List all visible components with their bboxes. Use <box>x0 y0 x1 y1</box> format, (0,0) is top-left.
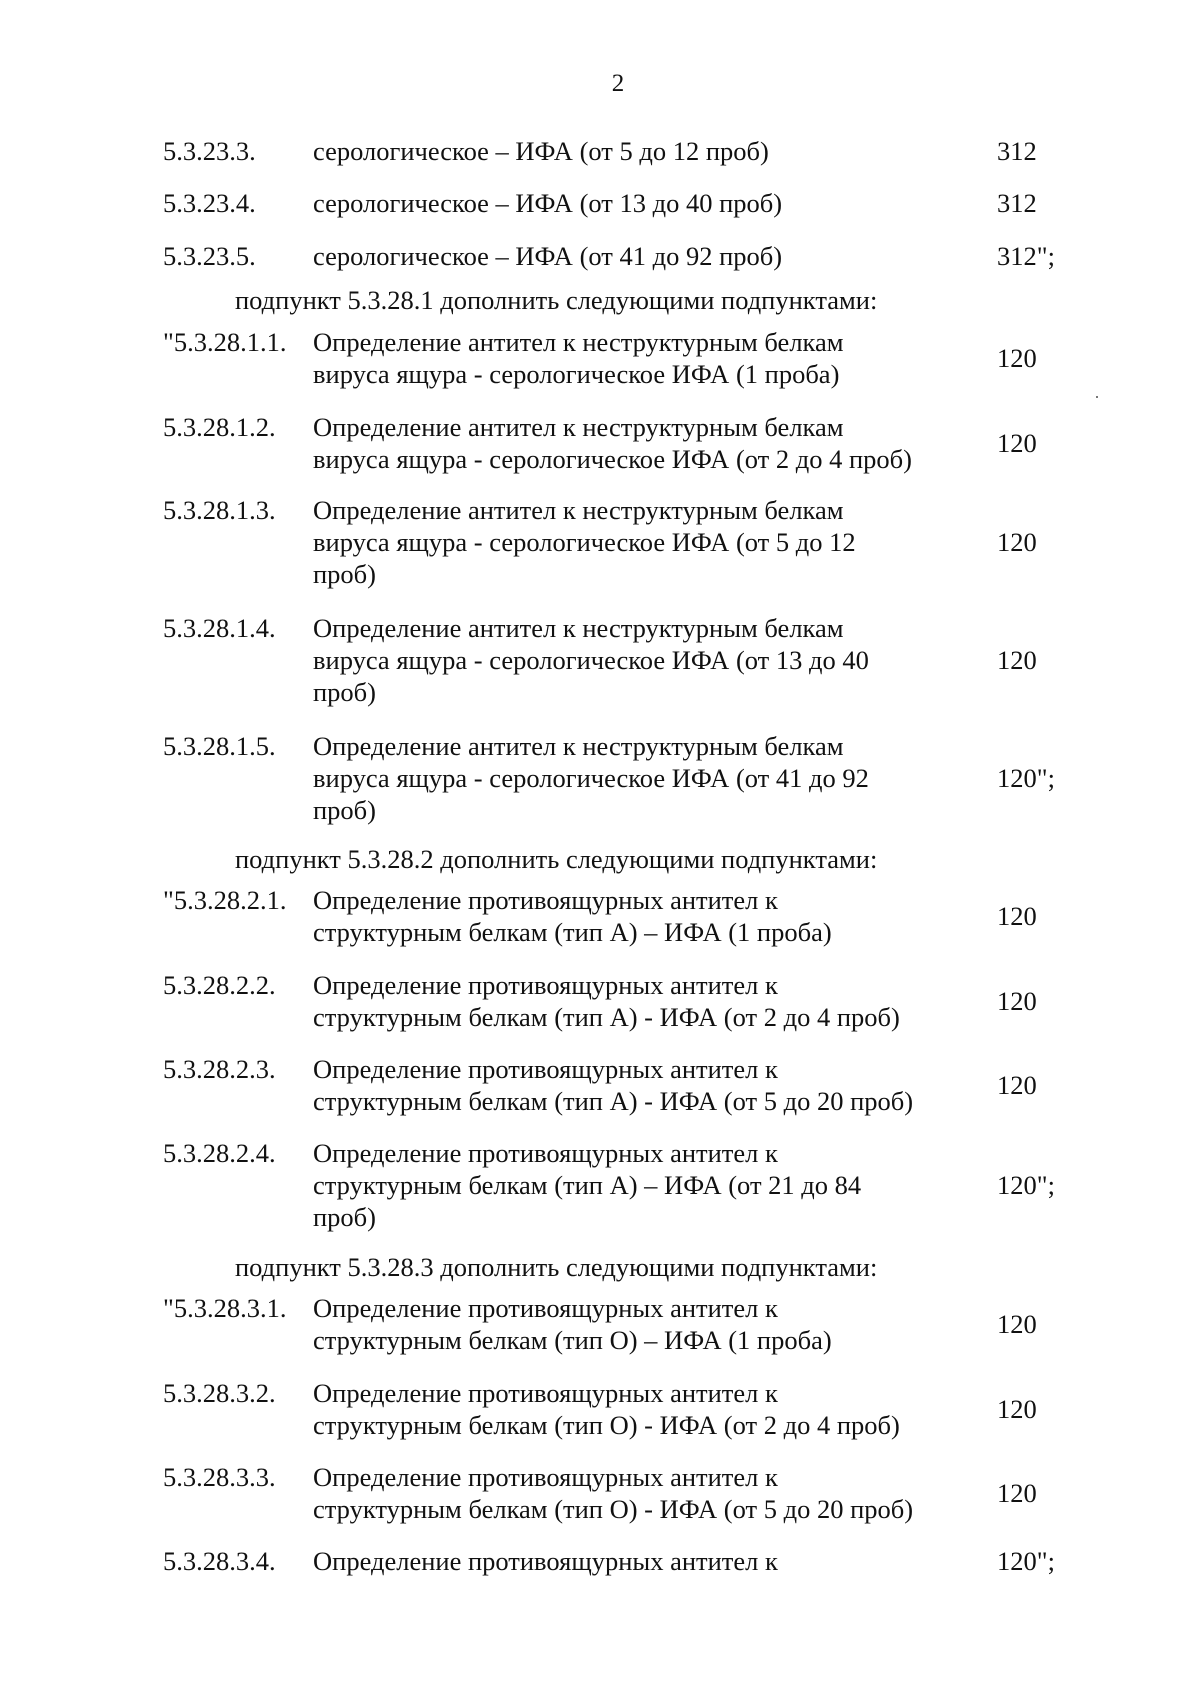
row-price: 120 <box>997 986 1037 1016</box>
row-price: 120 <box>997 343 1037 373</box>
row-description-line: Определение антител к неструктурным белкам <box>313 412 844 442</box>
row-description-line: Определение антител к неструктурным белкам <box>313 731 844 761</box>
row-description-line: Определение антител к неструктурным белкам <box>313 495 844 525</box>
row-description <box>313 1377 973 1441</box>
row-description <box>313 612 973 708</box>
row-description <box>313 240 973 272</box>
row-code: 5.3.28.1.4. <box>163 613 276 643</box>
row-description-line: Определение противоящурных антител к <box>313 885 778 915</box>
row-code: 5.3.28.2.2. <box>163 970 276 1000</box>
amendment-note: подпункт 5.3.28.1 дополнить следующими подпунктами: <box>235 285 878 315</box>
row-description-line: Определение противоящурных антител к <box>313 1546 778 1576</box>
row-code: 5.3.28.1.3. <box>163 495 276 525</box>
row-description-line: структурным белкам (тип А) - ИФА (от 2 до 4 проб) <box>313 1002 900 1032</box>
row-description-line: структурным белкам (тип О) - ИФА (от 2 до 4 проб) <box>313 1410 900 1440</box>
row-price: 120 <box>997 901 1037 931</box>
row-description-line: Определение противоящурных антител к <box>313 970 778 1000</box>
row-description-line: вируса ящура - серологическое ИФА (1 проба) <box>313 359 840 389</box>
row-code: 5.3.23.3. <box>163 136 256 166</box>
row-description-line: Определение противоящурных антител к <box>313 1378 778 1408</box>
row-code: "5.3.28.2.1. <box>163 885 287 915</box>
row-description <box>313 1137 973 1233</box>
row-description-line: вируса ящура - серологическое ИФА (от 41 до 92 <box>313 763 869 793</box>
row-description <box>313 1053 973 1117</box>
row-description <box>313 135 973 167</box>
row-description-line: Определение антител к неструктурным белкам <box>313 613 844 643</box>
row-price: 120 <box>997 428 1037 458</box>
amendment-note: подпункт 5.3.28.2 дополнить следующими подпунктами: <box>235 844 878 874</box>
row-description-line: Определение противоящурных антител к <box>313 1054 778 1084</box>
row-description-line: Определение антител к неструктурным белкам <box>313 327 844 357</box>
row-price: 120 <box>997 1070 1037 1100</box>
row-price: 120 <box>997 1478 1037 1508</box>
amendment-note: подпункт 5.3.28.3 дополнить следующими подпунктами: <box>235 1252 878 1282</box>
row-price: 312 <box>997 188 1037 218</box>
row-price: 120 <box>997 527 1037 557</box>
row-price: 312 <box>997 136 1037 166</box>
row-description <box>313 1292 973 1356</box>
row-price: 120 <box>997 645 1037 675</box>
row-code: 5.3.28.2.4. <box>163 1138 276 1168</box>
row-code: 5.3.23.4. <box>163 188 256 218</box>
row-description-line: серологическое – ИФА (от 5 до 12 проб) <box>313 136 769 166</box>
row-code: 5.3.28.1.5. <box>163 731 276 761</box>
row-code: "5.3.28.1.1. <box>163 327 287 357</box>
row-price: 120 <box>997 1394 1037 1424</box>
row-price: 312"; <box>997 241 1055 271</box>
row-description <box>313 884 973 948</box>
row-description <box>313 326 973 390</box>
row-description-line: структурным белкам (тип О) – ИФА (1 проба) <box>313 1325 832 1355</box>
row-description-line: вируса ящура - серологическое ИФА (от 5 до 12 <box>313 527 856 557</box>
row-code: 5.3.28.3.4. <box>163 1546 276 1576</box>
row-description-line: вируса ящура - серологическое ИФА (от 2 до 4 проб) <box>313 444 912 474</box>
row-description <box>313 969 973 1033</box>
row-price: 120"; <box>997 1546 1055 1576</box>
row-description <box>313 187 973 219</box>
row-description-line: проб) <box>313 677 376 707</box>
row-description-line: структурным белкам (тип А) – ИФА (1 проба) <box>313 917 832 947</box>
row-code: 5.3.23.5. <box>163 241 256 271</box>
row-description <box>313 411 973 475</box>
row-description <box>313 1461 973 1525</box>
row-description <box>313 730 973 826</box>
row-description-line: Определение противоящурных антител к <box>313 1138 778 1168</box>
row-code: 5.3.28.1.2. <box>163 412 276 442</box>
row-code: 5.3.28.3.3. <box>163 1462 276 1492</box>
row-description-line: проб) <box>313 1202 376 1232</box>
row-description-line: серологическое – ИФА (от 41 до 92 проб) <box>313 241 783 271</box>
row-description-line: проб) <box>313 559 376 589</box>
row-price: 120 <box>997 1309 1037 1339</box>
row-code: 5.3.28.3.2. <box>163 1378 276 1408</box>
row-description-line: вируса ящура - серологическое ИФА (от 13 до 40 <box>313 645 869 675</box>
row-description-line: структурным белкам (тип О) - ИФА (от 5 до 20 проб) <box>313 1494 914 1524</box>
row-price: 120"; <box>997 1170 1055 1200</box>
row-description-line: структурным белкам (тип А) - ИФА (от 5 до 20 проб) <box>313 1086 914 1116</box>
row-description-line: серологическое – ИФА (от 13 до 40 проб) <box>313 188 783 218</box>
row-code: 5.3.28.2.3. <box>163 1054 276 1084</box>
row-description <box>313 1545 973 1577</box>
row-price: 120"; <box>997 763 1055 793</box>
row-description-line: Определение противоящурных антител к <box>313 1462 778 1492</box>
row-description-line: проб) <box>313 795 376 825</box>
row-description-line: Определение противоящурных антител к <box>313 1293 778 1323</box>
row-description-line: структурным белкам (тип А) – ИФА (от 21 до 84 <box>313 1170 862 1200</box>
row-code: "5.3.28.3.1. <box>163 1293 287 1323</box>
scan-speck <box>1096 396 1098 398</box>
row-description <box>313 494 973 590</box>
page-number: 2 <box>611 70 625 97</box>
